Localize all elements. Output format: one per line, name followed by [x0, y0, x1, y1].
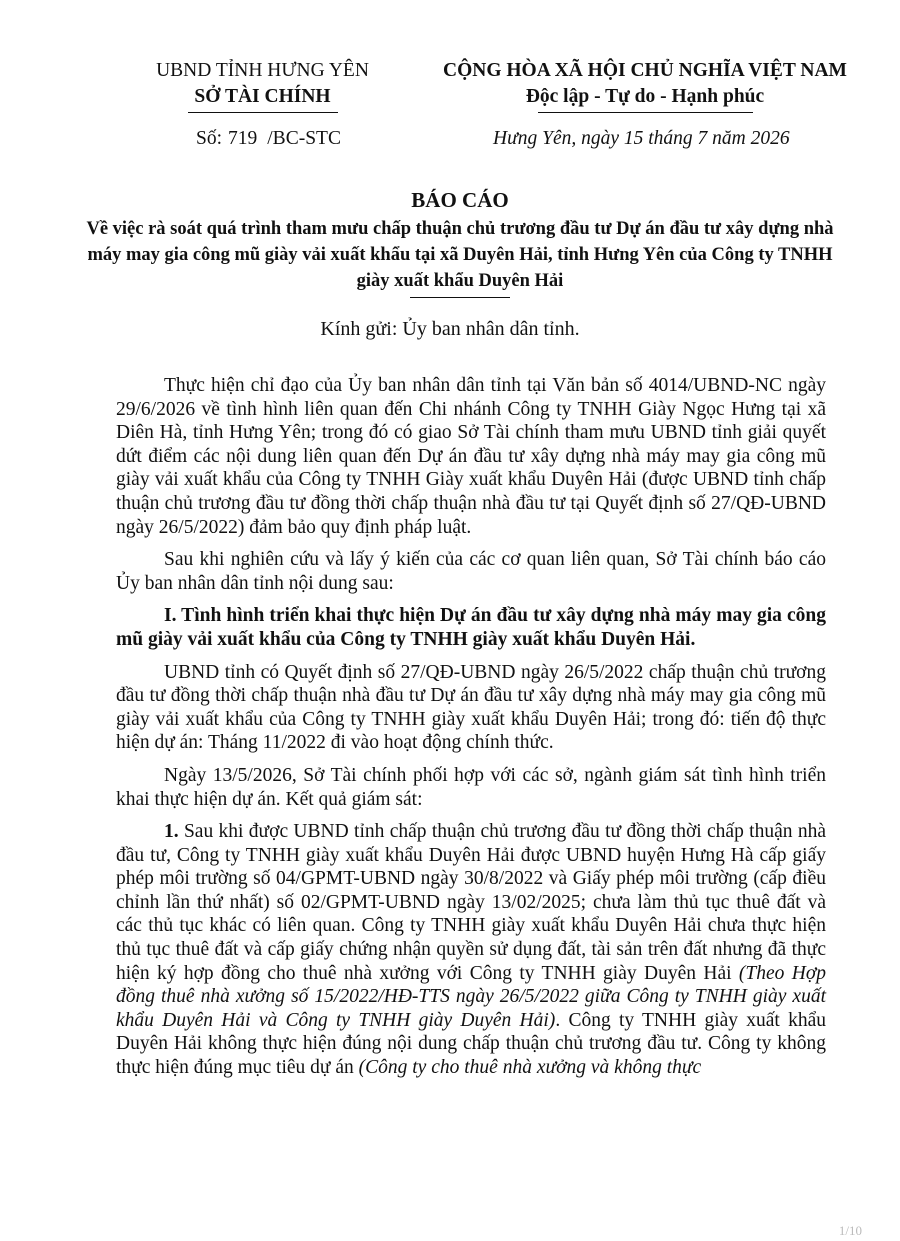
title-underline [410, 297, 510, 298]
agency-name: SỞ TÀI CHÍNH [194, 86, 331, 107]
finding-text-c: . Công ty TNHH giày xuất khẩu Duyên Hải không thực hiện đúng nội dung chấp thuận chủ trương đầu tư. Công ty không thực hiện đúng mục tiêu dự án [116, 1009, 826, 1079]
document-title: BÁO CÁO [411, 188, 509, 212]
addressee: Kính gửi: Ủy ban nhân dân tỉnh. [320, 318, 580, 340]
section-heading-1: I. Tình hình triển khai thực hiện Dự án đầu tư xây dựng nhà máy may gia công mũ giày vải xuất khẩu của Công ty TNHH giày xuất khẩu Duyên Hải. [116, 605, 826, 650]
document-subject: Về việc rà soát quá trình tham mưu chấp thuận chủ trương đầu tư Dự án đầu tư xây dựng nhà máy may gia công mũ giày vải xuất khẩu tại xã Duyên Hải, tỉnh Hưng Yên của Công ty TNHH giày xuất khẩu Duyên Hải [86, 219, 834, 291]
motto-underline [538, 112, 753, 113]
finding-text-a: Sau khi được UBND tỉnh chấp thuận chủ trương đầu tư đồng thời chấp thuận nhà đầu tư, Công ty TNHH giày xuất khẩu Duyên Hải được UBND huyện Hưng Hà cấp giấy phép môi trường số 04/GPMT-UBND ngày 30/8/2022 và Giấy phép môi trường (cấp điều chỉnh lần thứ nhất) số 02/GPMT-UBND ngày 13/02/2025; chưa làm thủ tục thuê đất và các thủ tục khác có liên quan. Công ty TNHH giày xuất khẩu Duyên Hải chưa thực hiện thủ tục thuê đất và cấp giấy chứng nhận quyền sử dụng đất, tài sản trên đất nhưng đã thực hiện ký hợp đồng cho thuê nhà xưởng với Công ty TNHH giày Duyên Hải [116, 821, 826, 984]
agency-underline [188, 112, 338, 113]
paragraph-intro: Thực hiện chỉ đạo của Ủy ban nhân dân tỉnh tại Văn bản số 4014/UBND-NC ngày 29/6/2026 về tình hình liên quan đến Chi nhánh Công ty TNHH Giày Ngọc Hưng tại xã Diên Hà, tỉnh Hưng Yên; trong đó có giao Sở Tài chính tham mưu UBND tỉnh giải quyết dứt điểm các nội dung liên quan đến Dự án đầu tư xây dựng nhà máy may gia công mũ giày vải xuất khẩu của Công ty TNHH Giày xuất khẩu Duyên Hải (được UBND tỉnh chấp thuận chủ trương đầu tư đồng thời chấp thuận nhà đầu tư tại Quyết định số 27/QĐ-UBND ngày 26/5/2022) đảm bảo quy định pháp luật. [116, 375, 826, 538]
document-body [116, 374, 826, 1089]
finding-contract-ref: (Theo Hợp đồng thuê nhà xưởng số 15/2022/HĐ-TTS ngày 26/5/2022 giữa Công ty TNHH giày xuất khẩu Duyên Hải và Công ty TNHH giày Duyên Hải) [116, 962, 826, 1031]
national-header [430, 58, 860, 113]
agency-header [140, 58, 385, 113]
paragraph-finding-1 [116, 820, 826, 1080]
document-number [196, 128, 341, 150]
ref-suffix: /BC-STC [267, 128, 341, 149]
ref-number: 719 [228, 128, 258, 149]
ref-prefix: Số: [196, 128, 223, 149]
agency-parent: UBND TỈNH HƯNG YÊN [156, 60, 369, 81]
paragraph-report-intro: Sau khi nghiên cứu và lấy ý kiến của các cơ quan liên quan, Sở Tài chính báo cáo Ủy ban nhân dân tỉnh nội dung sau: [116, 549, 826, 594]
country-name: CỘNG HÒA XÃ HỘI CHỦ NGHĨA VIỆT NAM [443, 60, 847, 81]
page-number: 1/10 [838, 1223, 862, 1238]
title-block [80, 186, 840, 298]
finding-text-d: (Công ty cho thuê nhà xưởng và không thực [358, 1057, 702, 1079]
national-motto: Độc lập - Tự do - Hạnh phúc [525, 86, 765, 107]
paragraph-monitoring: Ngày 13/5/2026, Sở Tài chính phối hợp với các sở, ngành giám sát tình hình triển khai thực hiện dự án. Kết quả giám sát: [116, 764, 826, 810]
paragraph-decision: UBND tỉnh có Quyết định số 27/QĐ-UBND ngày 26/5/2022 chấp thuận chủ trương đầu tư đồng thời chấp thuận nhà đầu tư Dự án đầu tư xây dựng nhà máy may gia công mũ giày vải xuất khẩu của Công ty TNHH giày xuất khẩu Duyên Hải; trong đó: tiến độ thực hiện dự án: Tháng 11/2022 đi vào hoạt động chính thức. [116, 661, 826, 754]
document-date: Hưng Yên, ngày 15 tháng 7 năm 2026 [493, 128, 790, 149]
finding-number: 1. [164, 821, 179, 843]
